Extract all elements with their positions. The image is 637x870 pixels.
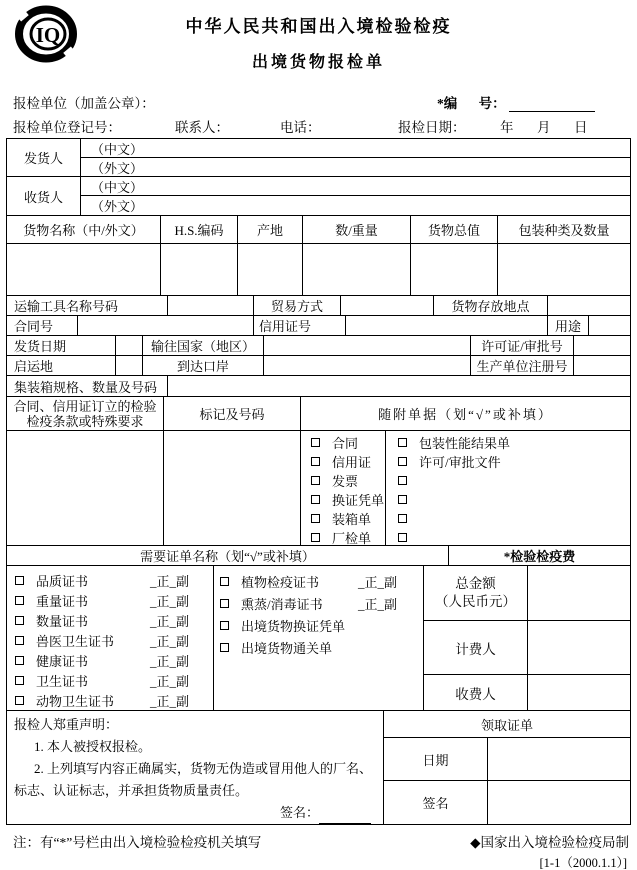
usage-label: 用途 bbox=[548, 316, 589, 335]
footer-form-code: [1-1（2000.1.1）] bbox=[539, 856, 627, 870]
checkbox-icon[interactable] bbox=[220, 599, 229, 608]
chinese-prefix: （中文） bbox=[91, 141, 144, 157]
vehicle-value-cell[interactable] bbox=[168, 296, 254, 315]
checkbox-icon[interactable] bbox=[398, 476, 407, 485]
checkbox-icon[interactable] bbox=[398, 438, 407, 447]
fee-calculator-label: 计费人 bbox=[424, 621, 528, 674]
footer-note: 注：有“*”号栏由出入境检验检疫机关填写 bbox=[13, 835, 262, 850]
fee-box bbox=[424, 566, 630, 710]
vehicle-label: 运输工具名称号码 bbox=[7, 296, 168, 315]
consignor-foreign-cell[interactable] bbox=[81, 158, 630, 176]
fee-calculator-value-cell[interactable] bbox=[528, 621, 630, 674]
year-label: 年 bbox=[500, 120, 514, 135]
dest-country-label: 输往国家（地区） bbox=[143, 336, 264, 355]
contract-no-value-cell[interactable] bbox=[78, 316, 254, 335]
packing-cell[interactable] bbox=[498, 244, 630, 295]
origin-header: 产地 bbox=[238, 216, 303, 243]
departure-label: 启运地 bbox=[7, 356, 116, 375]
doc-item-label: 包装性能结果单 bbox=[419, 436, 511, 451]
lc-no-label: 信用证号 bbox=[254, 316, 346, 335]
cert-copies-label: _正_副 bbox=[149, 633, 189, 649]
quantity-weight-header: 数/重量 bbox=[303, 216, 411, 243]
doc-item-label: 装箱单 bbox=[332, 512, 372, 527]
cert-copies-label: _正_副 bbox=[149, 673, 189, 689]
certs-checklist-middle bbox=[214, 566, 424, 710]
checkbox-icon[interactable] bbox=[311, 514, 320, 523]
cert-copies-label: _正_副 bbox=[149, 693, 189, 709]
checkbox-icon[interactable] bbox=[311, 533, 320, 542]
cert-copies-label: _正_副 bbox=[357, 574, 397, 590]
total-value-header: 货物总值 bbox=[411, 216, 498, 243]
pickup-header: 领取证单 bbox=[384, 711, 630, 738]
checkbox-icon[interactable] bbox=[15, 636, 24, 645]
consignor-chinese-cell[interactable] bbox=[81, 139, 630, 158]
main-form-table bbox=[6, 138, 631, 825]
doc-item-label: 许可/审批文件 bbox=[419, 455, 501, 470]
consignee-foreign-cell[interactable] bbox=[81, 196, 630, 215]
goods-name-cell[interactable] bbox=[7, 244, 161, 295]
foreign-prefix: （外文） bbox=[91, 160, 144, 176]
declaration-title: 报检人郑重声明： bbox=[14, 717, 119, 732]
hs-code-cell[interactable] bbox=[161, 244, 238, 295]
total-amount-line2: （人民币元） bbox=[435, 594, 516, 609]
declaration-item-2-cont: 标志、认证标志，并承担货物质量责任。 bbox=[14, 783, 249, 798]
checkbox-icon[interactable] bbox=[15, 696, 24, 705]
storage-label: 货物存放地点 bbox=[434, 296, 548, 315]
month-label: 月 bbox=[537, 120, 551, 135]
consignee-chinese-cell[interactable] bbox=[81, 177, 630, 196]
checkbox-icon[interactable] bbox=[311, 457, 320, 466]
logo-letters: IQ bbox=[35, 23, 61, 47]
arrival-port-label: 到达口岸 bbox=[143, 356, 264, 375]
signature-underline[interactable] bbox=[319, 811, 371, 824]
trade-mode-value-cell[interactable] bbox=[341, 296, 434, 315]
fee-header: *检验检疫费 bbox=[503, 549, 576, 564]
declaration-item-2: 2. 上列填写内容正确属实，货物无伪造或冒用他人的厂名、 bbox=[34, 761, 373, 776]
cert-item-label: 出境货物换证凭单 bbox=[241, 618, 346, 634]
checkbox-icon[interactable] bbox=[398, 457, 407, 466]
total-amount-line1: 总金额 bbox=[455, 576, 496, 591]
pickup-sign-label: 签名 bbox=[384, 781, 488, 824]
reg-number-label: 报检单位登记号： bbox=[13, 120, 121, 135]
checkbox-icon[interactable] bbox=[398, 533, 407, 542]
chinese-prefix: （中文） bbox=[91, 179, 144, 195]
marks-numbers-header: 标记及号码 bbox=[164, 397, 301, 430]
contract-terms-header bbox=[7, 397, 164, 430]
checkbox-icon[interactable] bbox=[220, 577, 229, 586]
producer-reg-value-cell[interactable] bbox=[574, 356, 630, 375]
contract-no-label: 合同号 bbox=[7, 316, 78, 335]
checkbox-icon[interactable] bbox=[220, 621, 229, 630]
goods-name-header: 货物名称（中/外文） bbox=[7, 216, 161, 243]
cert-item-label: 兽医卫生证书 bbox=[36, 633, 115, 649]
checkbox-icon[interactable] bbox=[15, 596, 24, 605]
unit-label: 报检单位（加盖公章）： bbox=[13, 96, 155, 111]
certs-checklist-left bbox=[7, 566, 214, 710]
form-title: 出境货物报检单 bbox=[251, 54, 385, 71]
page-title: 中华人民共和国出入境检验检疫 bbox=[185, 17, 452, 36]
container-label: 集装箱规格、数量及号码 bbox=[7, 376, 168, 396]
checkbox-icon[interactable] bbox=[15, 616, 24, 625]
phone-label: 电话： bbox=[280, 120, 321, 135]
storage-value-cell[interactable] bbox=[548, 296, 630, 315]
checkbox-icon[interactable] bbox=[398, 514, 407, 523]
lc-no-value-cell[interactable] bbox=[346, 316, 548, 335]
origin-cell[interactable] bbox=[238, 244, 303, 295]
serial-label bbox=[437, 92, 595, 112]
marks-numbers-cell[interactable] bbox=[164, 431, 301, 545]
cert-copies-label: _正_副 bbox=[149, 593, 189, 609]
license-no-label: 许可证/审批号 bbox=[471, 336, 574, 355]
ship-date-value-cell[interactable] bbox=[116, 336, 143, 355]
cert-item-label: 动物卫生证书 bbox=[36, 693, 115, 709]
declaration-item-1: 1. 本人被授权报检。 bbox=[34, 739, 152, 754]
required-certs-header: 需要证单名称（划“√”或补填） bbox=[7, 546, 449, 565]
contract-terms-line1: 合同、信用证订立的检验 bbox=[13, 398, 157, 414]
cert-item-label: 品质证书 bbox=[36, 573, 89, 589]
doc-item-label: 厂检单 bbox=[332, 531, 372, 546]
checkbox-icon[interactable] bbox=[15, 656, 24, 665]
cert-item-label: 出境货物通关单 bbox=[241, 640, 333, 656]
cert-item-label: 植物检疫证书 bbox=[241, 574, 320, 590]
packing-header: 包装种类及数量 bbox=[518, 223, 610, 238]
cert-copies-label: _正_副 bbox=[149, 573, 189, 589]
pickup-sign-value-cell[interactable] bbox=[488, 781, 630, 824]
departure-value-cell[interactable] bbox=[116, 356, 143, 375]
pickup-box bbox=[384, 711, 630, 825]
doc-item-label: 发票 bbox=[332, 474, 359, 489]
pickup-date-value-cell[interactable] bbox=[488, 738, 630, 780]
declaration-sign-line bbox=[14, 802, 375, 824]
quantity-weight-cell[interactable] bbox=[303, 244, 411, 295]
contract-terms-line2: 检疫条款或特殊要求 bbox=[26, 413, 144, 429]
attached-docs-header: 随附单据（划“√”或补填） bbox=[378, 407, 553, 422]
contact-label: 联系人： bbox=[175, 120, 229, 135]
day-label: 日 bbox=[574, 120, 588, 135]
cert-item-label: 健康证书 bbox=[36, 653, 89, 669]
cert-item-label: 重量证书 bbox=[36, 593, 89, 609]
date-label: 报检日期： bbox=[398, 120, 466, 135]
producer-reg-label: 生产单位注册号 bbox=[471, 356, 574, 375]
cert-copies-label: _正_副 bbox=[149, 613, 189, 629]
docs-checklist-right bbox=[386, 431, 630, 545]
footer-issuer: ◆国家出入境检验检疫局制 bbox=[470, 835, 629, 850]
checkbox-icon[interactable] bbox=[220, 643, 229, 652]
cert-copies-label: _正_副 bbox=[357, 596, 397, 612]
declaration-block bbox=[7, 711, 384, 825]
docs-checklist-left bbox=[301, 431, 386, 545]
pickup-date-label: 日期 bbox=[384, 738, 488, 780]
checkbox-icon[interactable] bbox=[15, 576, 24, 585]
checkbox-icon[interactable] bbox=[311, 438, 320, 447]
foreign-prefix: （外文） bbox=[91, 199, 144, 214]
cert-item-label: 卫生证书 bbox=[36, 673, 89, 689]
consignor-label: 发货人 bbox=[7, 139, 81, 176]
total-amount-label bbox=[424, 566, 528, 620]
ship-date-label: 发货日期 bbox=[7, 336, 116, 355]
contract-terms-cell[interactable] bbox=[7, 431, 164, 545]
arrival-port-value-cell[interactable] bbox=[264, 356, 471, 375]
fee-collector-value-cell[interactable] bbox=[528, 675, 630, 710]
doc-item-label: 信用证 bbox=[332, 455, 372, 470]
serial-label-part2: 号： bbox=[478, 96, 506, 111]
doc-item-label: 换证凭单 bbox=[332, 493, 385, 508]
checkbox-icon[interactable] bbox=[15, 676, 24, 685]
checkbox-icon[interactable] bbox=[398, 495, 407, 504]
container-value-cell[interactable] bbox=[168, 376, 630, 396]
checkbox-icon[interactable] bbox=[311, 495, 320, 504]
cert-item-label: 熏蒸/消毒证书 bbox=[241, 596, 323, 612]
total-amount-value-cell[interactable] bbox=[528, 566, 630, 620]
checkbox-icon[interactable] bbox=[311, 476, 320, 485]
usage-value-cell[interactable] bbox=[589, 316, 630, 335]
total-value-cell[interactable] bbox=[411, 244, 498, 295]
cert-item-label: 数量证书 bbox=[36, 613, 89, 629]
doc-item-label: 合同 bbox=[332, 436, 359, 451]
serial-label-part1: *编 bbox=[437, 96, 458, 111]
cert-copies-label: _正_副 bbox=[149, 653, 189, 669]
hs-code-header: H.S.编码 bbox=[161, 216, 238, 243]
fee-collector-label: 收费人 bbox=[424, 675, 528, 710]
license-no-value-cell[interactable] bbox=[574, 336, 630, 355]
consignee-label: 收货人 bbox=[7, 177, 81, 215]
dest-country-value-cell[interactable] bbox=[264, 336, 471, 355]
trade-mode-label: 贸易方式 bbox=[254, 296, 341, 315]
sign-label: 签名： bbox=[279, 805, 319, 820]
serial-number-underline[interactable] bbox=[509, 99, 595, 112]
